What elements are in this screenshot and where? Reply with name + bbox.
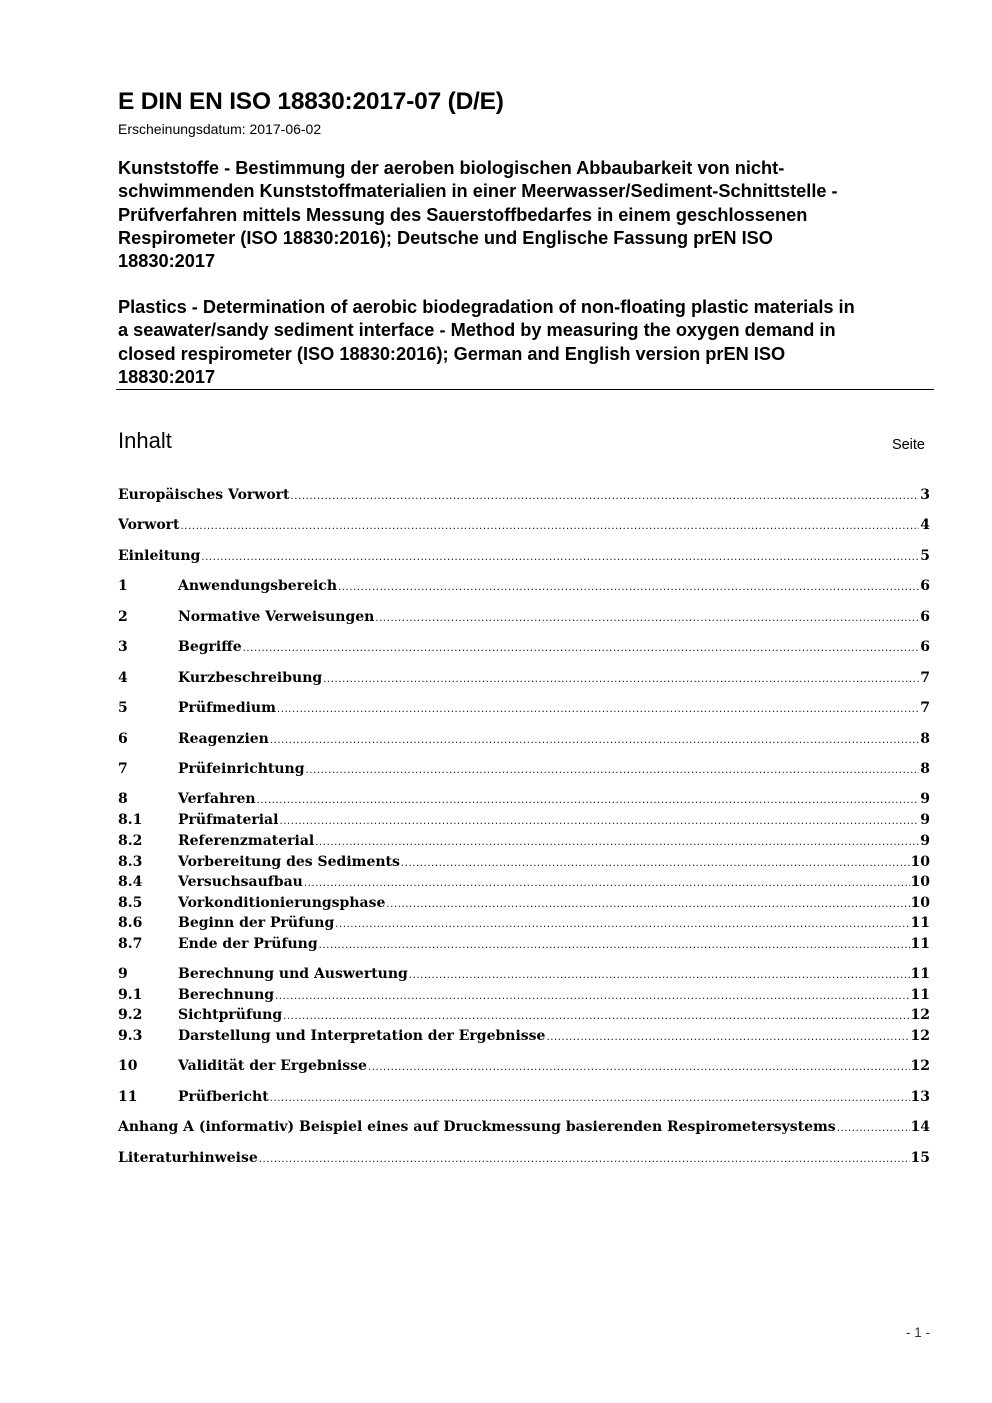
title-english-line: a seawater/sandy sediment interface - Method by measuring the oxygen demand in: [118, 320, 836, 341]
toc-entry-page: 3: [920, 487, 930, 503]
toc-entry-title: Literaturhinweise: [118, 1150, 258, 1166]
title-german-line: Respirometer (ISO 18830:2016); Deutsche und Englische Fassung prEN ISO: [118, 227, 773, 248]
toc-heading: Inhalt: [118, 428, 172, 453]
toc-entry-title: Ende der Prüfung: [178, 936, 318, 952]
toc-leader-dots: [323, 674, 919, 685]
toc-entry[interactable]: [118, 966, 930, 986]
title-german-line: schwimmenden Kunststoffmaterialien in einer Meerwasser/Sediment-Schnittstelle -: [118, 181, 838, 202]
toc-entry-title: Prüfbericht: [178, 1089, 269, 1105]
toc-entry-page: 9: [920, 791, 930, 807]
title-german-line: 18830:2017: [118, 251, 216, 272]
toc-leader-dots: [270, 735, 919, 746]
toc-entry-title: Kurzbeschreibung: [178, 670, 323, 686]
toc-leader-dots: [315, 837, 919, 848]
toc-entry[interactable]: [118, 700, 930, 720]
toc-entry-page: 7: [920, 700, 930, 716]
title-english-line: 18830:2017: [118, 366, 216, 387]
header-divider: [116, 389, 934, 390]
toc-entry-number: 11: [118, 1089, 138, 1105]
toc-entry-number: 8.3: [118, 854, 143, 870]
toc-entry[interactable]: [118, 791, 930, 811]
toc-entry-title: Normative Verweisungen: [178, 609, 375, 625]
toc-entry-number: 4: [118, 670, 128, 686]
toc-entry[interactable]: [118, 1089, 930, 1109]
toc-leader-dots: [270, 1093, 910, 1104]
toc-entry-page: 12: [910, 1058, 930, 1074]
toc-leader-dots: [181, 521, 920, 532]
toc-entry-number: 8.4: [118, 874, 143, 890]
toc-leader-dots: [837, 1123, 910, 1134]
toc-entry-title: Sichtprüfung: [178, 1007, 283, 1023]
toc-entry-page: 5: [920, 548, 930, 564]
toc-entry[interactable]: [118, 548, 930, 568]
toc-entry-number: 5: [118, 700, 128, 716]
toc-entry-title: Verfahren: [178, 791, 256, 807]
toc-entry[interactable]: [118, 1119, 930, 1139]
toc-entry-title: Anhang A (informativ) Beispiel eines auf Druckmessung basierenden Respirometersystems: [118, 1119, 836, 1135]
publication-date: Erscheinungsdatum: 2017-06-02: [118, 121, 322, 137]
toc-leader-dots: [306, 765, 920, 776]
toc-leader-dots: [275, 991, 909, 1002]
toc-entry-page: 6: [920, 578, 930, 594]
toc-leader-dots: [375, 613, 919, 624]
toc-entry-title: Reagenzien: [178, 731, 269, 747]
toc-entry[interactable]: [118, 609, 930, 629]
toc-entry-number: 2: [118, 609, 128, 625]
title-english-line: closed respirometer (ISO 18830:2016); German and English version prEN ISO: [118, 343, 786, 364]
toc-entry[interactable]: [118, 487, 930, 507]
toc-entry-title: Berechnung und Auswertung: [178, 966, 408, 982]
toc-entry-page: 10: [910, 874, 930, 890]
toc-entry-page: 8: [920, 731, 930, 747]
toc-entry[interactable]: [118, 1007, 930, 1027]
toc-leader-dots: [409, 970, 910, 981]
toc-entry-page: 11: [910, 987, 930, 1003]
toc-entry-number: 3: [118, 639, 128, 655]
toc-leader-dots: [291, 491, 920, 502]
toc-entry-number: 9.2: [118, 1007, 143, 1023]
toc-entry[interactable]: [118, 915, 930, 935]
toc-entry[interactable]: [118, 670, 930, 690]
toc-entry-number: 1: [118, 578, 128, 594]
toc-entry-title: Vorkonditionierungsphase: [178, 895, 386, 911]
toc-entry-number: 9: [118, 966, 128, 982]
toc-entry-number: 6: [118, 731, 128, 747]
toc-entry[interactable]: [118, 1058, 930, 1078]
toc-leader-dots: [283, 1011, 909, 1022]
toc-entry[interactable]: [118, 761, 930, 781]
toc-entry-page: 13: [910, 1089, 930, 1105]
toc-entry-page: 7: [920, 670, 930, 686]
toc-leader-dots: [338, 582, 919, 593]
toc-entry[interactable]: [118, 578, 930, 598]
toc-entry-title: Validität der Ergebnisse: [178, 1058, 367, 1074]
toc-leader-dots: [335, 919, 909, 930]
toc-entry[interactable]: [118, 639, 930, 659]
toc-leader-dots: [368, 1062, 910, 1073]
toc-leader-dots: [386, 899, 909, 910]
toc-entry-number: 8.2: [118, 833, 143, 849]
toc-entry[interactable]: [118, 936, 930, 956]
toc-entry-page: 11: [910, 966, 930, 982]
toc-entry-number: 8.5: [118, 895, 143, 911]
toc-leader-dots: [201, 552, 919, 563]
title-german: [118, 157, 938, 273]
toc-entry-title: Prüfmedium: [178, 700, 276, 716]
toc-leader-dots: [546, 1032, 909, 1043]
toc-leader-dots: [277, 704, 919, 715]
toc-leader-dots: [257, 795, 920, 806]
title-english-line: Plastics - Determination of aerobic biodegradation of non-floating plastic materials in: [118, 297, 855, 317]
document-id: E DIN EN ISO 18830:2017-07 (D/E): [118, 88, 504, 115]
title-english: [118, 296, 938, 389]
toc-entry-title: Referenzmaterial: [178, 833, 315, 849]
toc-entry-page: 12: [910, 1007, 930, 1023]
toc-entry-page: 6: [920, 609, 930, 625]
toc-entry-number: 9.1: [118, 987, 143, 1003]
toc-leader-dots: [319, 940, 910, 951]
toc-entry[interactable]: [118, 731, 930, 751]
title-german-line: Prüfverfahren mittels Messung des Sauerstoffbedarfes in einem geschlossenen: [118, 204, 808, 225]
toc-entry[interactable]: [118, 517, 930, 537]
toc-entry-title: Darstellung und Interpretation der Ergebnisse: [178, 1028, 546, 1044]
toc-entry[interactable]: [118, 1150, 930, 1170]
toc-entry-number: 8.1: [118, 812, 143, 828]
toc-entry[interactable]: [118, 1028, 930, 1048]
toc-entry-title: Prüfeinrichtung: [178, 761, 305, 777]
toc-entry-number: 8.6: [118, 915, 143, 931]
toc-entry-page: 11: [910, 915, 930, 931]
toc-entry-title: Beginn der Prüfung: [178, 915, 335, 931]
toc-entry-title: Vorbereitung des Sediments: [178, 854, 400, 870]
toc-entry-title: Begriffe: [178, 639, 242, 655]
toc-entry-page: 9: [920, 833, 930, 849]
toc-entry-title: Prüfmaterial: [178, 812, 279, 828]
toc-entry-title: Einleitung: [118, 548, 201, 564]
toc-entry-number: 8.7: [118, 936, 143, 952]
toc-leader-dots: [279, 816, 919, 827]
toc-entry[interactable]: [118, 854, 930, 874]
toc-entry[interactable]: [118, 812, 930, 832]
toc-entry[interactable]: [118, 895, 930, 915]
toc-entry-number: 7: [118, 761, 128, 777]
toc-entry-page: 8: [920, 761, 930, 777]
toc-entry-title: Anwendungsbereich: [178, 578, 337, 594]
toc-entry-number: 9.3: [118, 1028, 143, 1044]
toc-entry-title: Berechnung: [178, 987, 275, 1003]
toc-entry-page: 14: [910, 1119, 930, 1135]
toc-entry[interactable]: [118, 874, 930, 894]
toc-entry-number: 8: [118, 791, 128, 807]
toc-entry-page: 9: [920, 812, 930, 828]
toc-entry-page: 10: [910, 895, 930, 911]
toc-entry-number: 10: [118, 1058, 138, 1074]
toc-entry-page: 10: [910, 854, 930, 870]
toc-leader-dots: [259, 1154, 910, 1165]
toc-entry[interactable]: [118, 833, 930, 853]
page-number: - 1 -: [905, 1325, 930, 1340]
toc-leader-dots: [304, 878, 910, 889]
toc-entry-page: 4: [920, 517, 930, 533]
toc-entry-title: Versuchsaufbau: [178, 874, 303, 890]
title-german-line: Kunststoffe - Bestimmung der aeroben biologischen Abbaubarkeit von nicht-: [118, 158, 785, 178]
toc-leader-dots: [401, 858, 910, 869]
toc-entry-page: 12: [910, 1028, 930, 1044]
toc-leader-dots: [243, 643, 920, 654]
toc-page-column-label: Seite: [891, 437, 925, 453]
toc-entry[interactable]: [118, 987, 930, 1007]
toc-entry-title: Europäisches Vorwort: [118, 487, 290, 503]
toc-entry-page: 15: [910, 1150, 930, 1166]
toc-entry-title: Vorwort: [118, 517, 180, 533]
toc-entry-page: 11: [910, 936, 930, 952]
toc-entry-page: 6: [920, 639, 930, 655]
